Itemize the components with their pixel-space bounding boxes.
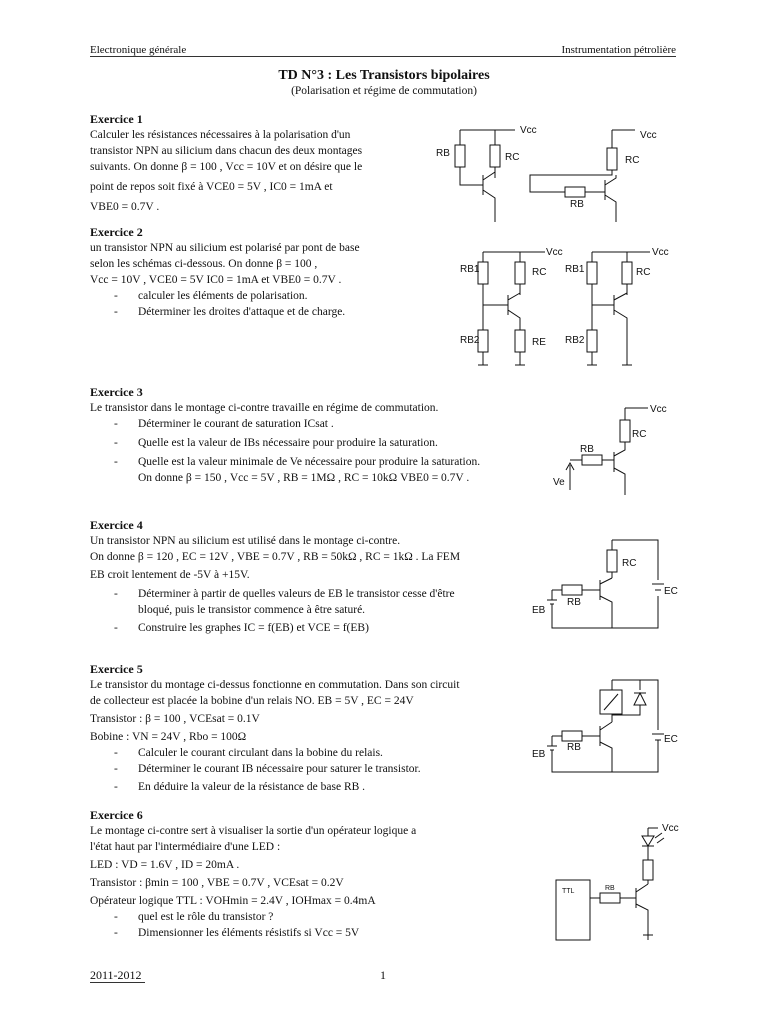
text-line: Transistor : βmin = 100 , VBE = 0.7V , VCEsat = 0.2V (90, 877, 344, 889)
text-line: VBE0 = 0.7V . (90, 201, 160, 213)
label-vcc: Vcc (640, 130, 657, 141)
footer-year: 2011-2012 (90, 968, 142, 982)
text-line: transistor NPN au silicium dans chacun des deux montages (90, 145, 363, 157)
bullet-item: - quel est le rôle du transistor ? (90, 909, 470, 925)
label-vcc: Vcc (652, 247, 669, 258)
exercise-heading: Exercice 2 (90, 225, 143, 239)
text-line: Le montage ci-contre sert à visualiser la sortie d'un opérateur logique a (90, 825, 417, 837)
label-rb1: RB1 (565, 264, 585, 275)
label-rb: RB (570, 199, 584, 210)
text-line: point de repos soit fixé à VCE0 = 5V , IC0 = 1mA et (90, 181, 333, 193)
header-left: Electronique générale (90, 44, 187, 56)
text-line: EB croit lentement de -5V à +15V. (90, 569, 250, 581)
label-eb: EB (532, 605, 546, 616)
circuit-ex1-b (530, 130, 657, 222)
bullet-item: - En déduire la valeur de la résistance de base RB . (90, 779, 522, 795)
text-line: Transistor : β = 100 , VCEsat = 0.1V (90, 713, 260, 725)
page-title: TD N°3 : Les Transistors bipolaires (278, 68, 490, 83)
bullet-item: - Calculer le courant circulant dans la bobine du relais. (90, 745, 522, 761)
text-line: Le transistor dans le montage ci-contre travaille en régime de commutation. (90, 402, 439, 414)
label-eb: EB (532, 749, 546, 760)
circuit-ex3 (553, 404, 667, 495)
footer-rule (90, 982, 145, 983)
circuit-ex1-a (436, 125, 537, 222)
label-rb: RB (580, 444, 594, 455)
text-line: de collecteur est placée la bobine d'un relais NO. EB = 5V , EC = 24V (90, 695, 414, 707)
bullet-item-continued: bloqué, puis le transistor commence à être saturé. (138, 604, 366, 616)
label-rb1: RB1 (460, 264, 480, 275)
text-line: selon les schémas ci-dessous. On donne β = 100 , (90, 258, 318, 270)
text-line: Le transistor du montage ci-dessus fonctionne en commutation. Dans son circuit (90, 679, 460, 691)
bullet-item: - Déterminer les droites d'attaque et de charge. (90, 304, 422, 320)
label-re: RE (532, 337, 546, 348)
label-ec: EC (664, 586, 678, 597)
circuit-ex5 (532, 680, 678, 772)
text-line: un transistor NPN au silicium est polarisé par pont de base (90, 242, 360, 254)
bullet-item: - Dimensionner les éléments résistifs si Vcc = 5V (90, 925, 470, 941)
bullet-item-continued: On donne β = 150 , Vcc = 5V , RB = 1MΩ , RC = 10kΩ VBE0 = 0.7V . (138, 472, 470, 484)
text-line: Vcc = 10V , VCE0 = 5V IC0 = 1mA et VBE0 = 0.7V . (90, 274, 342, 286)
circuit-ex2-b (565, 247, 669, 365)
label-rb2: RB2 (460, 335, 480, 346)
text-line: suivants. On donne β = 100 , Vcc = 10V et on désire que le (90, 161, 363, 173)
bullet-item: - calculer les éléments de polarisation. (90, 288, 422, 304)
bullet-item: - Construire les graphes IC = f(EB) et VCE = f(EB) (90, 620, 520, 636)
text-line: Bobine : VN = 24V , Rbo = 100Ω (90, 731, 247, 743)
label-ttl: TTL (562, 888, 575, 895)
label-vcc: Vcc (546, 247, 563, 258)
label-vcc: Vcc (662, 823, 679, 834)
circuit-ex4 (532, 540, 678, 628)
bullet-item: - Déterminer le courant IB nécessaire pour saturer le transistor. (90, 761, 522, 777)
page-number: 1 (380, 968, 386, 982)
label-vcc: Vcc (520, 125, 537, 136)
text-line: Calculer les résistances nécessaires à la polarisation d'un (90, 129, 351, 141)
label-ve: Ve (553, 477, 565, 488)
label-rb: RB (567, 742, 581, 753)
label-rc: RC (625, 155, 640, 166)
bullet-item: - Déterminer le courant de saturation ICsat . (90, 416, 540, 432)
label-rb2: RB2 (565, 335, 585, 346)
text-line: Opérateur logique TTL : VOHmin = 2.4V , IOHmax = 0.4mA (90, 895, 376, 907)
circuit-ex6 (556, 823, 679, 940)
circuit-ex2-a (460, 247, 563, 365)
label-rb: RB (567, 597, 581, 608)
bullet-item: - Déterminer à partir de quelles valeurs de EB le transistor cesse d'être (90, 586, 520, 602)
label-rc: RC (636, 267, 651, 278)
label-rc: RC (532, 267, 547, 278)
label-rc: RC (622, 558, 637, 569)
label-rb: RB (605, 885, 615, 892)
header-right: Instrumentation pétrolière (561, 44, 676, 56)
label-rb: RB (436, 148, 450, 159)
text-line: Un transistor NPN au silicium est utilisé dans le montage ci-contre. (90, 535, 401, 547)
label-rc: RC (505, 152, 520, 163)
text-line: On donne β = 120 , EC = 12V , VBE = 0.7V , RB = 50kΩ , RC = 1kΩ . La FEM (90, 551, 461, 563)
page-subtitle: (Polarisation et régime de commutation) (291, 85, 477, 97)
bullet-item: - Quelle est la valeur minimale de Ve nécessaire pour produire la saturation. (90, 454, 540, 470)
exercise-heading: Exercice 3 (90, 385, 143, 399)
exercise-heading: Exercice 4 (90, 518, 143, 532)
text-line: LED : VD = 1.6V , ID = 20mA . (90, 859, 240, 871)
label-vcc: Vcc (650, 404, 667, 415)
exercise-heading: Exercice 5 (90, 662, 143, 676)
label-ec: EC (664, 734, 678, 745)
bullet-item: - Quelle est la valeur de IBs nécessaire pour produire la saturation. (90, 435, 540, 451)
label-rc: RC (632, 429, 647, 440)
exercise-heading: Exercice 6 (90, 808, 143, 822)
text-line: l'état haut par l'intermédiaire d'une LED : (90, 841, 281, 853)
exercise-heading: Exercice 1 (90, 112, 143, 126)
